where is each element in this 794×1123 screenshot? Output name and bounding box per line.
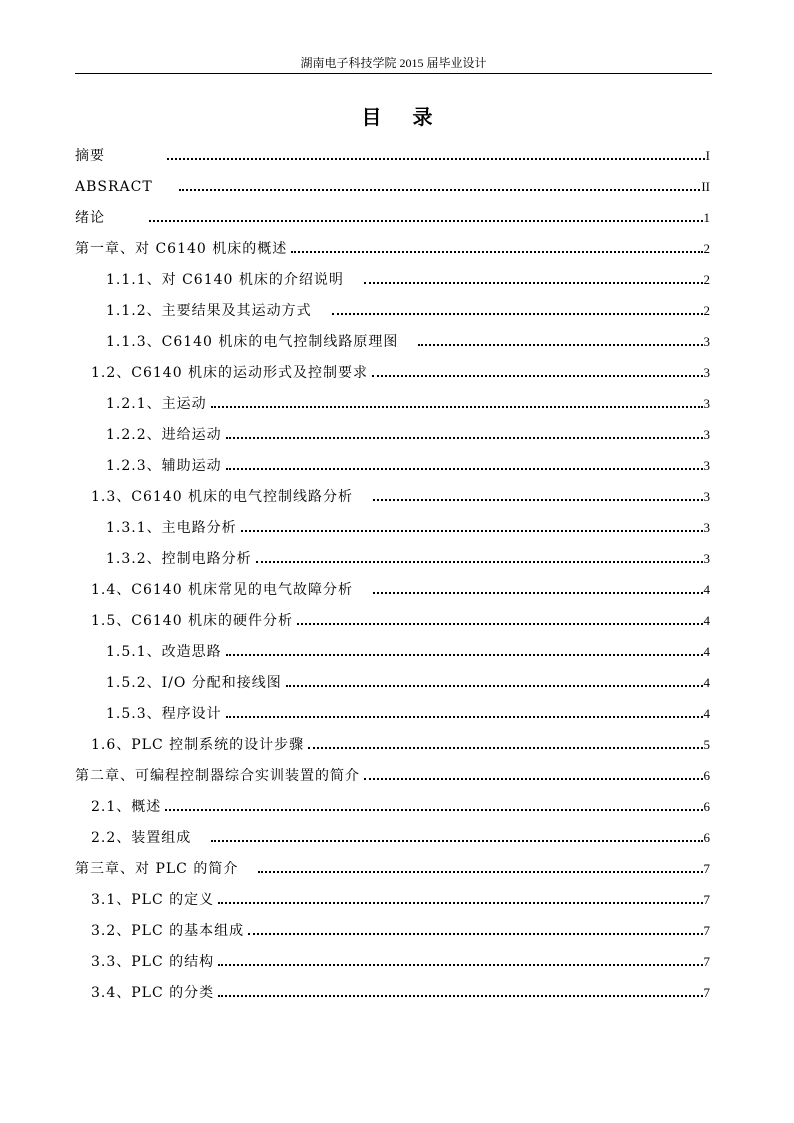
toc-entry-label: 1.2.1、主运动 [106,396,207,412]
toc-entry-page: 5 [703,737,710,752]
toc-leader-dots [256,561,703,563]
running-header: 湖南电子科技学院 2015 届毕业设计 [300,56,487,70]
toc-entry-label: 1.6、PLC 控制系统的设计步骤 [91,737,305,753]
toc-entry[interactable] [106,672,710,692]
toc-entry-label: 1.1.1、对 C6140 机床的介绍说明 [106,272,344,288]
toc-entry-label: 2.2、装置组成 [91,830,192,846]
toc-entry-page: 3 [703,365,710,380]
toc-entry-label: 3.2、PLC 的基本组成 [91,923,245,939]
toc-entry-page: 3 [703,489,710,504]
toc-leader-dots [149,220,703,222]
toc-leader-dots [297,623,702,625]
toc-entry-page: 7 [703,954,710,969]
toc-entry-label: 1.2.2、进给运动 [106,427,222,443]
toc-leader-dots [218,902,702,904]
toc-leader-dots [226,716,703,718]
toc-entry[interactable] [91,796,710,816]
toc-entry[interactable] [75,858,710,878]
toc-entry-label: 1.3.2、控制电路分析 [106,551,252,567]
toc-leader-dots [418,344,702,346]
toc-entry-page: 6 [703,768,710,783]
toc-entry-page: 2 [703,272,710,287]
toc-entry-label: 1.5、C6140 机床的硬件分析 [91,613,294,629]
toc-entry[interactable] [75,765,710,785]
toc-entry-page: 6 [703,799,710,814]
toc-leader-dots [218,995,702,997]
toc-entry[interactable] [106,331,710,351]
toc-entry[interactable] [106,269,710,289]
toc-entry-page: 1 [703,210,710,225]
toc-leader-dots [226,654,703,656]
toc-entry[interactable] [75,238,710,258]
toc-entry-page: 3 [703,551,710,566]
toc-leader-dots [226,437,703,439]
toc-leader-dots [241,530,703,532]
toc-entry[interactable] [91,827,710,847]
toc-entry-label: 1.5.3、程序设计 [106,706,222,722]
toc-entry-label: 1.2.3、辅助运动 [106,458,222,474]
toc-entry-page: 4 [703,613,710,628]
toc-leader-dots [372,375,702,377]
toc-entry[interactable] [106,703,710,723]
toc-entry-label: ABSRACT [75,179,153,195]
toc-leader-dots [364,778,703,780]
toc-entry-page: 7 [703,923,710,938]
toc-entry[interactable] [75,176,710,196]
toc-leader-dots [218,964,702,966]
toc-leader-dots [165,809,702,811]
toc-leader-dots [211,840,702,842]
toc-entry[interactable] [91,486,710,506]
toc-entry-page: 2 [703,241,710,256]
toc-entry-label: 第三章、对 PLC 的简介 [75,861,239,877]
toc-entry[interactable] [106,424,710,444]
toc-entry[interactable] [91,734,710,754]
toc-entry[interactable] [106,300,710,320]
toc-entry-label: 1.4、C6140 机床常见的电气故障分析 [91,582,354,598]
toc-leader-dots [373,592,702,594]
toc-entry-page: 4 [703,675,710,690]
toc-entry-page: 3 [703,396,710,411]
toc-entry[interactable] [106,548,710,568]
toc-entry-page: 7 [703,861,710,876]
toc-entry[interactable] [75,207,710,227]
toc-entry-page: 6 [703,830,710,845]
toc-entry[interactable] [91,889,710,909]
toc-entry-label: 3.1、PLC 的定义 [91,892,215,908]
page-title: 目 录 [361,105,445,129]
toc-entry[interactable] [91,982,710,1002]
toc-entry-label: 3.4、PLC 的分类 [91,985,215,1001]
toc-entry-page: 3 [703,520,710,535]
toc-entry-page: 4 [703,644,710,659]
toc-entry-label: 1.2、C6140 机床的运动形式及控制要求 [91,365,369,381]
toc-leader-dots [248,933,702,935]
toc-leader-dots [291,251,702,253]
toc-leader-dots [211,406,703,408]
toc-entry[interactable] [106,517,710,537]
toc-entry[interactable] [91,610,710,630]
toc-entry[interactable] [106,393,710,413]
toc-entry[interactable] [91,920,710,940]
toc-entry-page: 4 [703,706,710,721]
toc-entry-label: 1.5.2、I/O 分配和接线图 [106,675,282,691]
toc-entry-label: 1.1.2、主要结果及其运动方式 [106,303,312,319]
toc-entry-label: 1.3、C6140 机床的电气控制线路分析 [91,489,354,505]
toc-entry-page: 3 [703,334,710,349]
toc-entry-page: II [701,179,710,194]
toc-entry-page: 2 [703,303,710,318]
toc-entry-label: 2.1、概述 [91,799,162,815]
toc-entry[interactable] [91,951,710,971]
toc-entry[interactable] [91,579,710,599]
toc-entry[interactable] [106,641,710,661]
toc-entry-label: 1.5.1、改造思路 [106,644,222,660]
toc-leader-dots [167,158,705,160]
toc-entry-page: 7 [703,892,710,907]
toc-leader-dots [332,313,703,315]
toc-entry-label: 3.3、PLC 的结构 [91,954,215,970]
toc-leader-dots [364,282,703,284]
toc-entry[interactable] [106,455,710,475]
toc-entry-page: 4 [703,582,710,597]
toc-entry-page: 7 [703,985,710,1000]
toc-entry-label: 摘要 [75,148,105,164]
toc-leader-dots [308,747,702,749]
toc-entry-label: 第一章、对 C6140 机床的概述 [75,241,288,257]
toc-leader-dots [373,499,702,501]
toc-entry[interactable] [91,362,710,382]
toc-leader-dots [179,189,701,191]
toc-entry-page: 3 [703,458,710,473]
toc-entry-page: 3 [703,427,710,442]
toc-entry-label: 绪论 [75,210,105,226]
toc-leader-dots [258,871,702,873]
toc-entry-label: 第二章、可编程控制器综合实训装置的简介 [75,768,360,784]
toc-leader-dots [226,468,703,470]
toc-entry-label: 1.1.3、C6140 机床的电气控制线路原理图 [106,334,399,350]
toc-entry-label: 1.3.1、主电路分析 [106,520,237,536]
toc-entry-page: I [705,148,710,163]
toc-entry[interactable] [75,145,710,165]
toc-leader-dots [286,685,703,687]
